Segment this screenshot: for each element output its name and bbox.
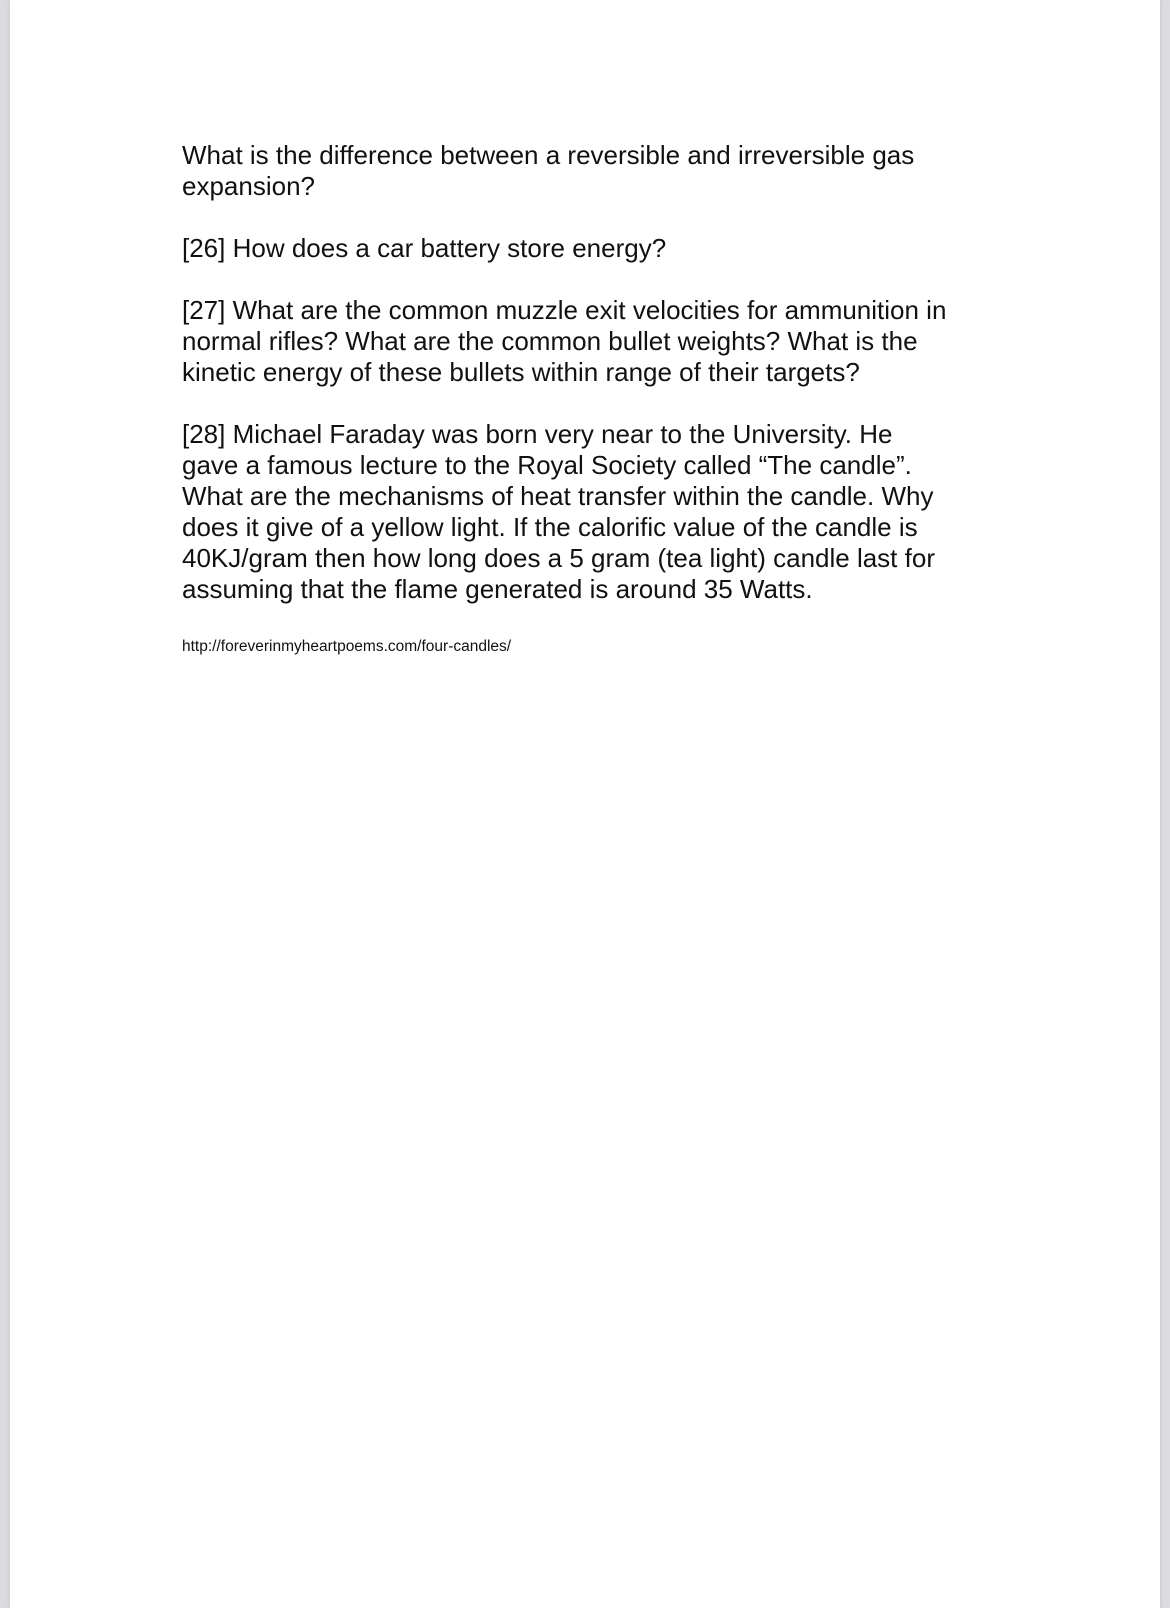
question-28-faraday-candle: [28] Michael Faraday was born very near to the University. He gave a famous lecture to the Royal Society called “The candle”. What are the mechanisms of heat transfer within the candle. Why does it give of a yellow light. If the calorific value of the candle is 40KJ/gram then how long does a 5 gram (tea light) candle last for assuming that the flame generated is around 35 Watts. [182, 419, 935, 604]
question-27-muzzle-velocity: [27] What are the common muzzle exit velocities for ammunition in normal rifles? What are the common bullet weights? What is the kinetic energy of these bullets within range of their targets? [182, 295, 947, 387]
reference-link[interactable]: http://foreverinmyheartpoems.com/four-candles/ [182, 638, 512, 655]
document-page [10, 0, 1160, 1608]
document-content [182, 140, 982, 657]
question-gas-expansion: What is the difference between a reversible and irreversible gas expansion? [182, 140, 915, 201]
question-26-car-battery: [26] How does a car battery store energy? [182, 233, 667, 263]
